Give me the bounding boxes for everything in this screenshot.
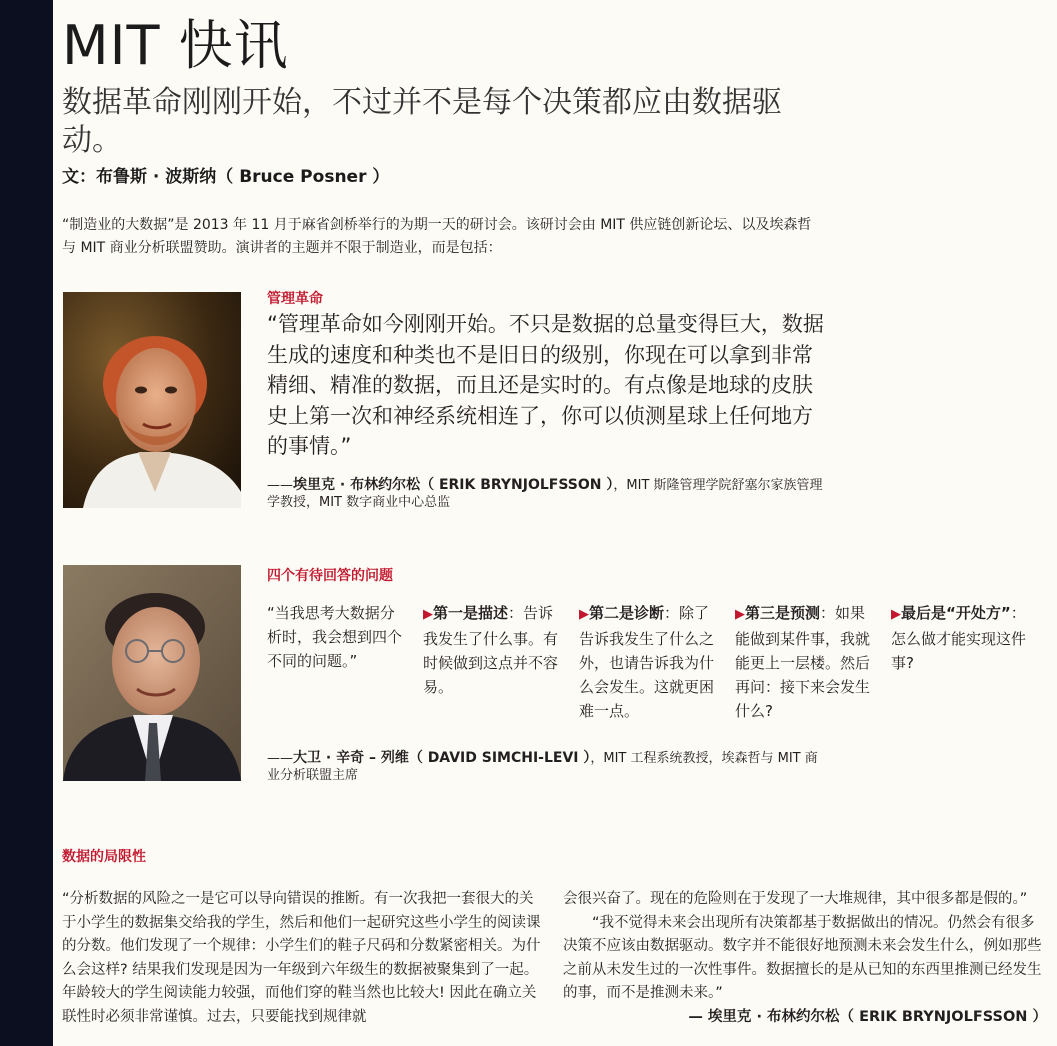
author-prefix: 文： xyxy=(62,167,96,187)
attribution-david xyxy=(267,750,827,784)
portrait-david-simchi-levi xyxy=(63,565,241,781)
attribution-name: 埃里克 · 布林约尔松（ ERIK BRYNJOLFSSON ） xyxy=(293,477,614,493)
limits-right-column xyxy=(563,888,1047,1029)
play-arrow-icon: ▶ xyxy=(735,607,745,622)
question-intro: “当我思考大数据分析时，我会想到四个不同的问题。” xyxy=(267,604,403,670)
portrait-erik-brynjolfsson xyxy=(63,292,241,508)
question-prescribe-label: 最后是“开处方” xyxy=(901,604,1011,622)
question-diagnose-label: 第二是诊断 xyxy=(589,604,665,622)
question-prescribe xyxy=(891,601,1031,675)
attribution-name: 大卫 · 辛奇 – 列维（ DAVID SIMCHI-LEVI ） xyxy=(293,750,591,766)
attribution-role: ，MIT 斯隆管理学院舒塞尔家族管理学教授，MIT 数字商业中心总监 xyxy=(267,478,823,510)
attribution-erik xyxy=(267,477,827,511)
question-describe-text: ：告诉我发生了什么事。有时候做到这点并不容易。 xyxy=(423,604,559,696)
question-describe xyxy=(423,601,563,699)
limits-right-para-2: “我不觉得未来会出现所有决策都基于数据做出的情况。仍然会有很多决策不应该由数据驱动。数字并不能很好地预测未来会发生什么，例如那些之前从未发生过的一次性事件。数据擅长的是从已知的东西里推测已经发生的事，而不是推测未来。” xyxy=(563,914,1042,1001)
attribution-dash: —— xyxy=(267,478,293,493)
question-predict xyxy=(735,601,875,723)
play-arrow-icon: ▶ xyxy=(423,607,433,622)
question-diagnose xyxy=(579,601,719,723)
limits-right-para-1: 会很兴奋了。现在的危险则在于发现了一大堆规律，其中很多都是假的。” xyxy=(563,891,1028,907)
question-prescribe-text: ：怎么做才能实现这件事? xyxy=(891,604,1027,672)
question-predict-label: 第三是预测 xyxy=(745,604,821,622)
page-subtitle: 数据革命刚刚开始，不过并不是每个决策都应由数据驱动。 xyxy=(62,85,782,158)
question-diagnose-text: ：除了告诉我发生了什么之外，也请告诉我为什么会发生。这就更困难一点。 xyxy=(579,604,715,720)
attribution-dash: —— xyxy=(267,751,293,766)
intro-paragraph: “制造业的大数据”是 2013 年 11 月于麻省剑桥举行的为期一天的研讨会。该研讨会由 MIT 供应链创新论坛、以及埃森哲与 MIT 商业分析联盟赞助。演讲者的主题并不限于制造业，而是包括： xyxy=(62,217,812,256)
question-describe-label: 第一是描述 xyxy=(433,604,509,622)
play-arrow-icon: ▶ xyxy=(579,607,589,622)
section-heading-four-questions: 四个有待回答的问题 xyxy=(267,568,393,584)
question-predict-text: ：如果能做到某件事，我就能更上一层楼。然后再问：接下来会发生什么? xyxy=(735,604,871,720)
section-heading-management-revolution: 管理革命 xyxy=(267,291,323,307)
page-title: MIT 快讯 xyxy=(62,14,289,77)
play-arrow-icon: ▶ xyxy=(891,607,901,622)
left-edge-bar xyxy=(0,0,53,1046)
section-heading-data-limits: 数据的局限性 xyxy=(62,849,146,865)
limits-left-column: “分析数据的风险之一是它可以导向错误的推断。有一次我把一套很大的关于小学生的数据集交给我的学生，然后和他们一起研究这些小学生的阅读课的分数。他们发现了一个规律：小学生们的鞋子尺码和分数紧密相关。为什么会这样? 结果我们发现是因为一年级到六年级生的数据被聚集到了一起。年龄较大的学生阅读能力较强，而他们穿的鞋当然也比较大! 因此在确立关联性时必须非常谨慎。过去，只要能找到规律就 xyxy=(62,891,541,1025)
quote-management-revolution: “管理革命如今刚刚开始。不只是数据的总量变得巨大，数据生成的速度和种类也不是旧日的级别，你现在可以拿到非常精细、精准的数据，而且还是实时的。有点像是地球的皮肤史上第一次和神经系统相连了，你可以侦测星球上任何地方的事情。” xyxy=(267,312,824,458)
author-name: 布鲁斯 · 波斯纳（ Bruce Posner ） xyxy=(96,167,390,187)
author-line xyxy=(62,166,389,188)
limits-signature: — 埃里克 · 布林约尔松（ ERIK BRYNJOLFSSON ） xyxy=(688,1008,1047,1025)
attribution-role: ，MIT 工程系统教授，埃森哲与 MIT 商业分析联盟主席 xyxy=(267,751,818,783)
